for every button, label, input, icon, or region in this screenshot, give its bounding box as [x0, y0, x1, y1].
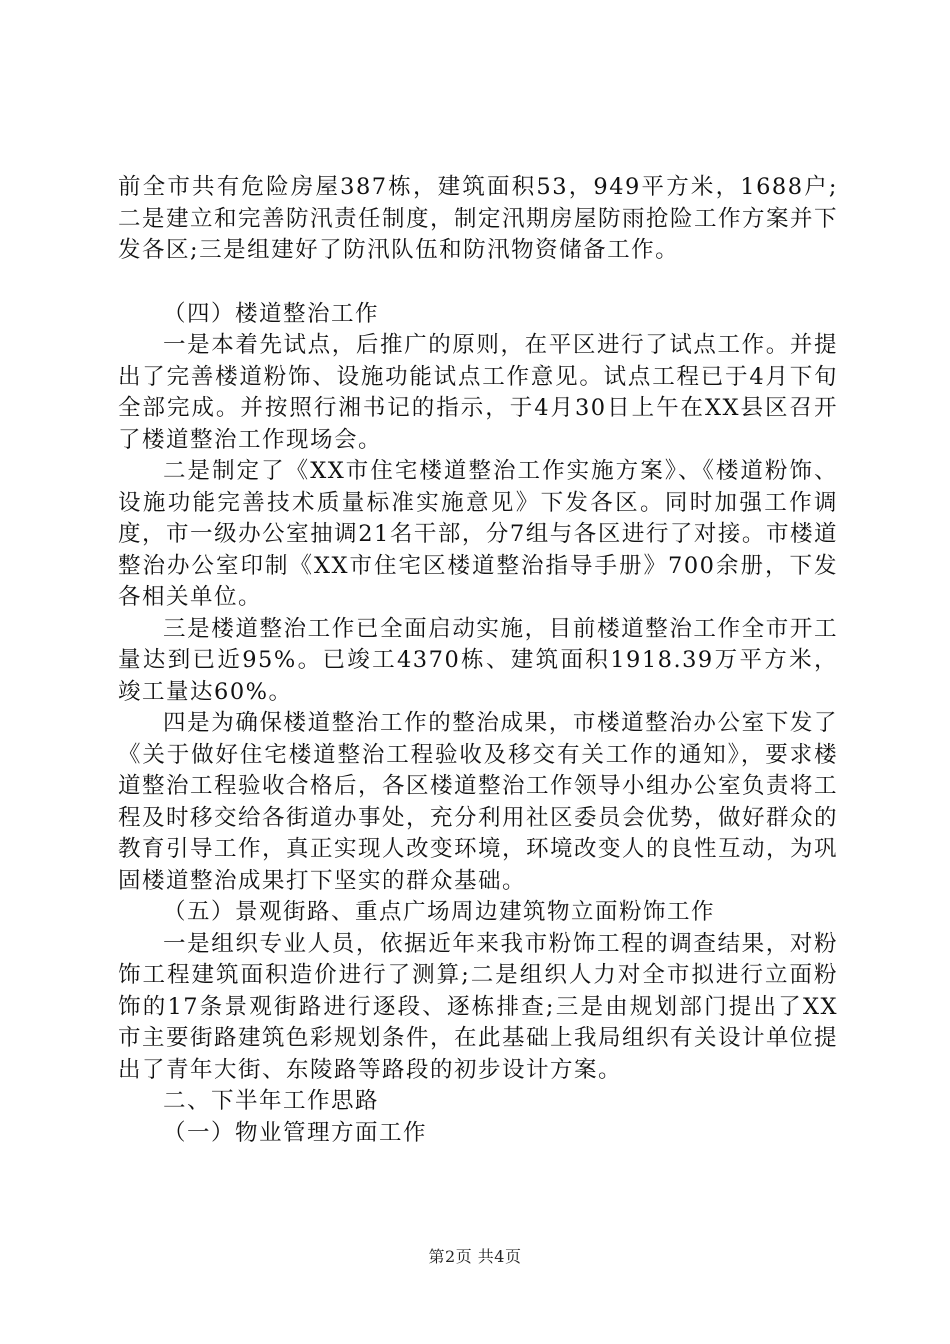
section-heading-facade-decoration: （五）景观街路、重点广场周边建筑物立面粉饰工作 — [163, 899, 716, 925]
paragraph-corridor-plan: 二是制定了《XX市住宅楼道整治工作实施方案》、《楼道粉饰、设施功能完善技术质量标准实施意见》下发各区。同时加强工作调度，市一级办公室抽调21名干部，分7组与各区进行了对接。市楼道整治办公室印制《XX市住宅区楼道整治指导手册》700余册，下发各相关单位。 — [118, 458, 838, 610]
section-heading-corridor-renovation: （四）楼道整治工作 — [163, 300, 380, 327]
paragraph-dangerous-housing: 前全市共有危险房屋387栋，建筑面积53，949平方米，1688户;二是建立和完善防汛责任制度，制定汛期房屋防雨抢险工作方案并下发各区;三是组建好了防汛队伍和防汛物资储备工作。 — [118, 174, 839, 263]
document-body — [118, 172, 838, 1149]
paragraph-corridor-results: 四是为确保楼道整治工作的整治成果，市楼道整治办公室下发了《关于做好住宅楼道整治工程验收及移交有关工作的通知》，要求楼道整治工程验收合格后，各区楼道整治工作领导小组办公室负责将工程及时移交给各街道办事处，充分利用社区委员会优势，做好群众的教育引导工作，真正实现人改变环境，环境改变人的良性互动，为巩固楼道整治成果打下坚实的群众基础。 — [118, 710, 839, 894]
page-number-footer: 第2页 共4页 — [428, 1247, 522, 1266]
paragraph-spacer — [118, 267, 838, 299]
paragraph-facade-work: 一是组织专业人员，依据近年来我市粉饰工程的调查结果，对粉饰工程建筑面积造价进行了测算;二是组织人力对全市拟进行立面粉饰的17条景观街路进行逐段、逐栋排查;三是由规划部门提出了XX市主要街路建筑色彩规划条件，在此基础上我局组织有关设计单位提出了青年大街、东陵路等路段的初步设计方案。 — [118, 930, 839, 1083]
paragraph-corridor-pilot: 一是本着先试点，后推广的原则，在平区进行了试点工作。并提出了完善楼道粉饰、设施功能试点工作意见。试点工程已于4月下旬全部完成。并按照行湘书记的指示，于4月30日上午在XX县区召开了楼道整治工作现场会。 — [118, 332, 838, 453]
section-heading-property-management: （一）物业管理方面工作 — [163, 1119, 428, 1146]
section-heading-second-half-plan: 二、下半年工作思路 — [163, 1088, 380, 1114]
paragraph-corridor-progress: 三是楼道整治工作已全面启动实施，目前楼道整治工作全市开工量达到已近95%。已竣工4370栋、建筑面积1918.39万平方米，竣工量达60%。 — [118, 615, 838, 705]
